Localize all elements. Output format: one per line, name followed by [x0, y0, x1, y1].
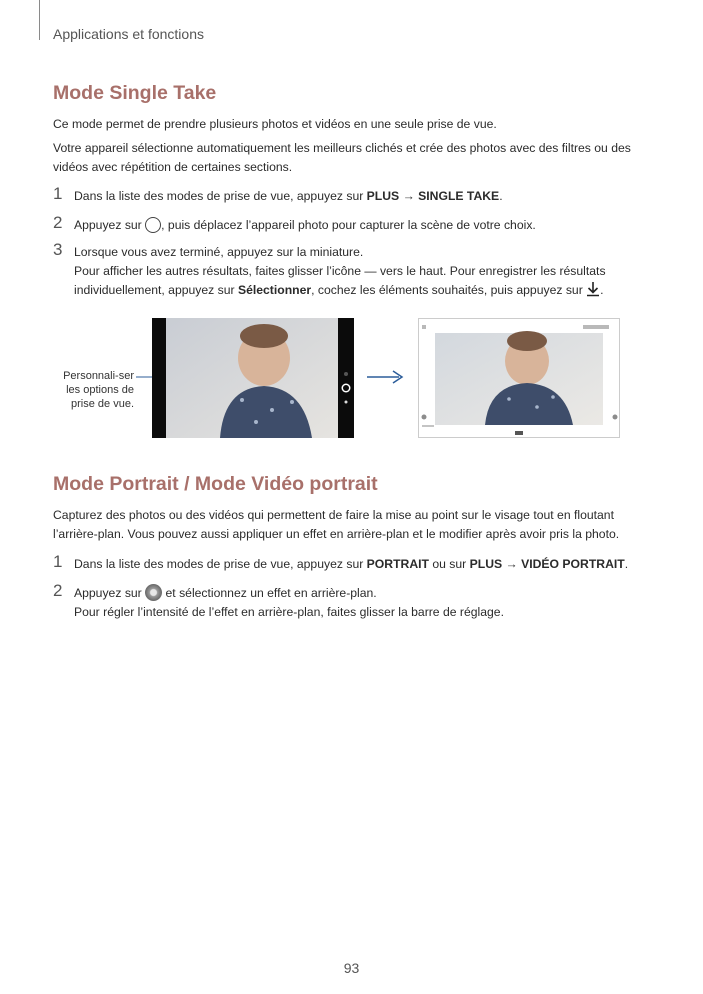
portrait-intro: Capturez des photos ou des vidéos qui permettent de faire la mise au point sur le visage tout en floutant l’arrière-plan. Vous pouvez aussi appliquer un effet en arrière-plan et le modifier après avoir pris la photo. [53, 508, 620, 541]
step-number: 2 [53, 213, 63, 232]
camera-preview-screenshot [152, 318, 354, 438]
step-number: 3 [53, 240, 63, 259]
shutter-button-icon [145, 217, 161, 233]
step-number: 1 [53, 184, 63, 203]
page-number: 93 [343, 960, 360, 976]
section-title-portrait: Mode Portrait / Mode Vidéo portrait [53, 473, 378, 495]
running-header: Applications et fonctions [53, 26, 204, 42]
section-title-single-take: Mode Single Take [53, 82, 217, 104]
dash-handle-icon: — [364, 264, 377, 278]
result-viewer-screenshot [418, 318, 620, 438]
step-number: 2 [53, 581, 63, 600]
result-photo [419, 319, 619, 437]
download-icon [586, 281, 600, 297]
callout-customize-options: Personnali-ser les options de prise de vue. [63, 370, 134, 410]
single-take-intro-2: Votre appareil sélectionne automatiquement les meilleurs clichés et crée des photos avec des filtres ou des vidéos avec répétition de certaines sections. [53, 141, 631, 174]
background-effect-icon [145, 584, 162, 601]
single-take-intro-1: Ce mode permet de prendre plusieurs photos et vidéos en une seule prise de vue. [53, 117, 497, 131]
arrow-right-icon [365, 368, 405, 386]
margin-rule [39, 0, 40, 40]
step-number: 1 [53, 552, 63, 571]
baby-photo [152, 318, 354, 438]
